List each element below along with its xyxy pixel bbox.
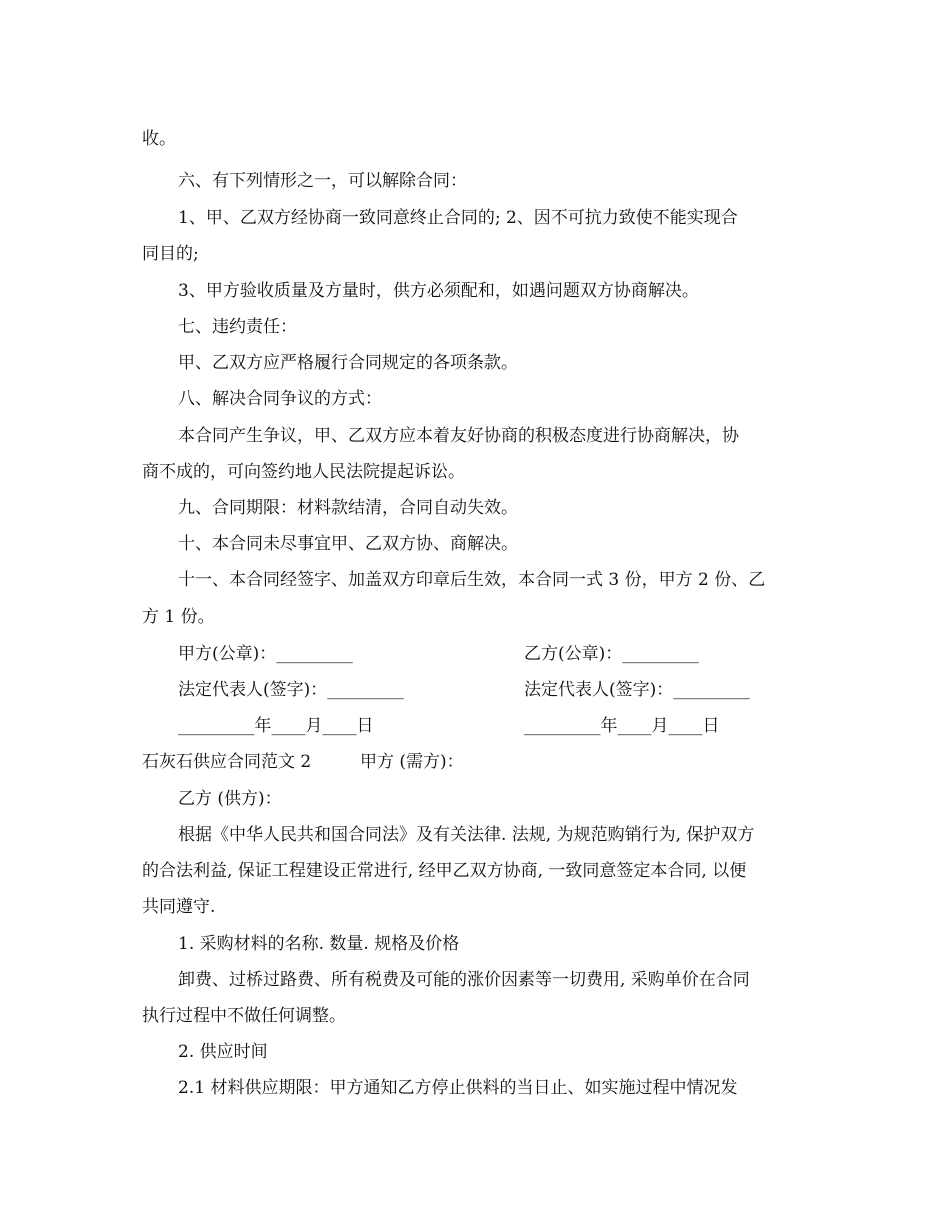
paragraph-line: 收。 bbox=[142, 129, 176, 149]
party-a-seal-field: 甲方(公章)：_________ bbox=[178, 644, 353, 664]
section-2-heading: 2. 供应时间 bbox=[178, 1042, 268, 1062]
party-b-date-field: _________年____月____日 bbox=[524, 716, 720, 736]
second-contract-title: 石灰石供应合同范文 2 bbox=[142, 752, 312, 772]
paragraph-line: 的合法利益, 保证工程建设正常进行, 经甲乙双方协商, 一致同意签定本合同, 以便 bbox=[142, 861, 747, 881]
clause-10-heading: 十、本合同未尽事宜甲、乙双方协、商解决。 bbox=[178, 534, 518, 554]
second-contract-heading-row bbox=[142, 751, 822, 773]
paragraph-line: 商不成的，可向签约地人民法院提起诉讼。 bbox=[142, 462, 465, 482]
paragraph-line: 方 1 份。 bbox=[142, 607, 215, 627]
section-1-heading: 1. 采购材料的名称. 数量. 规格及价格 bbox=[178, 934, 460, 954]
paragraph-line: 甲、乙双方应严格履行合同规定的各项条款。 bbox=[178, 353, 518, 373]
paragraph-line: 共同遵守. bbox=[142, 897, 216, 917]
paragraph-line: 3、甲方验收质量及方量时，供方必须配和，如遇问题双方协商解决。 bbox=[178, 281, 699, 301]
party-b-seal-field: 乙方(公章)：_________ bbox=[524, 644, 699, 664]
paragraph-line: 根据《中华人民共和国合同法》及有关法律. 法规, 为规范购销行为, 保护双方 bbox=[178, 825, 755, 845]
paragraph-line: 执行过程中不做任何调整。 bbox=[142, 1006, 346, 1026]
clause-9-heading: 九、合同期限：材料款结清，合同自动失效。 bbox=[178, 498, 518, 518]
paragraph-line: 本合同产生争议，甲、乙双方应本着友好协商的积极态度进行协商解决，协 bbox=[178, 426, 739, 446]
clause-6-heading: 六、有下列情形之一，可以解除合同： bbox=[178, 171, 467, 191]
party-a-representative-field: 法定代表人(签字)：_________ bbox=[178, 680, 404, 700]
clause-11-heading: 十一、本合同经签字、加盖双方印章后生效，本合同一式 3 份，甲方 2 份、乙 bbox=[178, 570, 766, 590]
clause-8-heading: 八、解决合同争议的方式： bbox=[178, 389, 382, 409]
paragraph-line: 卸费、过桥过路费、所有税费及可能的涨价因素等一切费用, 采购单价在合同 bbox=[178, 970, 750, 990]
clause-7-heading: 七、违约责任： bbox=[178, 317, 297, 337]
party-b-label: 乙方 (供方)： bbox=[178, 789, 282, 809]
party-a-label: 甲方 (需方)： bbox=[360, 752, 464, 772]
party-b-representative-field: 法定代表人(签字)：_________ bbox=[524, 680, 750, 700]
paragraph-line: 2.1 材料供应期限：甲方通知乙方停止供料的当日止、如实施过程中情况发 bbox=[178, 1078, 738, 1098]
party-a-date-field: _________年____月____日 bbox=[178, 716, 374, 736]
paragraph-line: 同目的; bbox=[142, 244, 199, 264]
paragraph-line: 1、甲、乙双方经协商一致同意终止合同的; 2、因不可抗力致使不能实现合 bbox=[178, 208, 738, 228]
